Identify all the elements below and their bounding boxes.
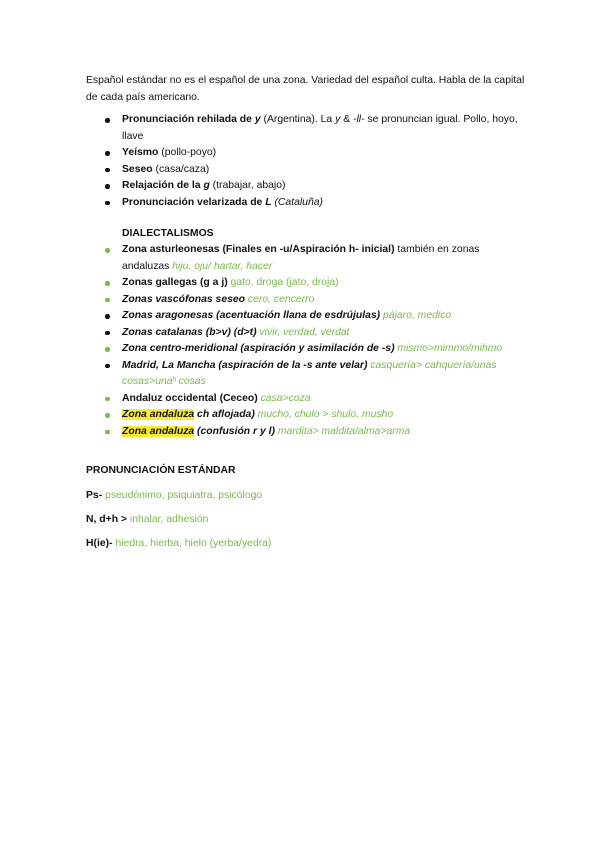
- item-term: Relajación de la: [122, 180, 201, 191]
- row-label: N, d+h >: [86, 514, 127, 525]
- highlighted-term: Zona andaluza: [122, 425, 195, 437]
- row-example: hiedra, hierba, hielo (yerba/yedra): [112, 538, 272, 549]
- list-item: [86, 308, 526, 325]
- item-term-italic: Zonas aragonesas (acentuación llana de esdrújulas): [122, 310, 381, 321]
- item-term: Andaluz occidental (Ceceo): [122, 392, 258, 404]
- pronunciation-list: [86, 112, 526, 211]
- item-italic: y: [335, 114, 341, 125]
- item-term: Pronunciación rehilada de: [122, 114, 252, 125]
- item-example: casquería> cahquería/unas cosas>unaʰ cosas: [122, 359, 497, 387]
- item-text: se pronuncian igual. Pollo, hoyo, llave: [122, 114, 518, 142]
- item-term-italic: Zonas catalanas (b>v) (d>t): [122, 326, 257, 338]
- intro-paragraph: Español estándar no es el español de una zona. Variedad del español culta. Habla de la capital de cada país americano.: [86, 75, 525, 103]
- item-term: Pronunciación velarizada de: [122, 196, 263, 208]
- item-example: mardita> maldita/alma>arma: [275, 425, 411, 437]
- item-italic: (Cataluña): [271, 196, 323, 208]
- row-example: inhalar, adhesión: [127, 514, 209, 525]
- bullet-icon: [105, 314, 110, 319]
- list-item: [86, 275, 526, 292]
- section-heading-estandar: PRONUNCIACIÓN ESTÁNDAR: [86, 465, 236, 476]
- item-term-italic: Zona centro-meridional (aspiración y asimilación de -s): [122, 343, 395, 354]
- item-example: hiju, oju/ hartar, hacer: [172, 260, 273, 272]
- list-item: [86, 407, 526, 424]
- item-term: Zonas gallegas (g a j): [122, 277, 228, 288]
- bullet-icon: [105, 201, 110, 206]
- section-heading-dialectalismos: DIALECTALISMOS: [122, 228, 214, 239]
- item-example: mismo>mimmo/mihmo: [394, 343, 503, 354]
- bullet-icon: [105, 168, 110, 173]
- list-item: [86, 112, 526, 145]
- item-term: Zona asturleonesas (Finales en -u/Aspiración h- inicial): [122, 244, 395, 255]
- standard-row: [86, 488, 262, 504]
- list-item: [86, 178, 526, 195]
- standard-row: [86, 512, 208, 528]
- list-item: [86, 358, 526, 391]
- item-example: pájaro, medico: [380, 310, 452, 321]
- bullet-icon: [105, 347, 110, 352]
- item-text: (pollo-poyo): [158, 147, 217, 158]
- item-term: Seseo: [122, 163, 153, 175]
- item-term-italic: g: [203, 180, 210, 191]
- row-label: H(ie)-: [86, 538, 113, 549]
- row-example: pseudónimo, psiquiatra, psicólogo: [102, 490, 263, 501]
- bullet-icon: [105, 397, 110, 402]
- item-text: (Argentina). La: [260, 114, 336, 125]
- item-text: (casa/caza): [152, 163, 210, 175]
- item-example: mucho, chulo > shulo, musho: [254, 409, 394, 420]
- item-example: casa>coza: [257, 392, 311, 404]
- standard-row: [86, 536, 271, 552]
- item-term: Yeísmo: [122, 147, 159, 158]
- bullet-icon: [105, 364, 110, 369]
- list-item: [86, 195, 526, 212]
- item-text: &: [340, 114, 354, 125]
- list-item: [86, 292, 526, 309]
- bullet-icon: [105, 413, 110, 418]
- list-item: [86, 341, 526, 358]
- item-example: gato, droga (jato, droja): [227, 277, 339, 288]
- list-item: [86, 162, 526, 179]
- bullet-icon: [105, 184, 110, 189]
- bullet-icon: [105, 151, 110, 156]
- list-item: [86, 242, 526, 275]
- item-example: cero, cencerro: [245, 293, 315, 305]
- item-term-italic: Madrid, La Mancha (aspiración de la -s ante velar): [122, 359, 368, 371]
- item-text: también en zonas andaluzas: [122, 244, 480, 272]
- item-term-italic: (confusión r y l): [194, 425, 275, 437]
- bullet-icon: [105, 331, 110, 336]
- item-italic: -ll-: [353, 114, 365, 125]
- list-item: [86, 424, 526, 441]
- bullet-icon: [105, 298, 110, 303]
- item-term-italic: y: [254, 114, 261, 125]
- row-label: Ps-: [86, 490, 103, 501]
- item-term-italic: ch aflojada): [194, 409, 255, 420]
- item-term-italic: L: [265, 196, 272, 208]
- list-item: [86, 391, 526, 408]
- item-example: vivir, verdad, verdat: [256, 326, 350, 338]
- bullet-icon: [105, 281, 110, 286]
- item-term-italic: Zonas vascófonas seseo: [122, 293, 246, 305]
- dialect-list: [86, 242, 526, 440]
- list-item: [86, 145, 526, 162]
- list-item: [86, 325, 526, 342]
- bullet-icon: [105, 118, 110, 123]
- bullet-icon: [105, 430, 110, 435]
- bullet-icon: [105, 248, 110, 253]
- item-text: (trabajar, abajo): [209, 180, 286, 191]
- highlighted-term: Zona andaluza: [122, 409, 195, 420]
